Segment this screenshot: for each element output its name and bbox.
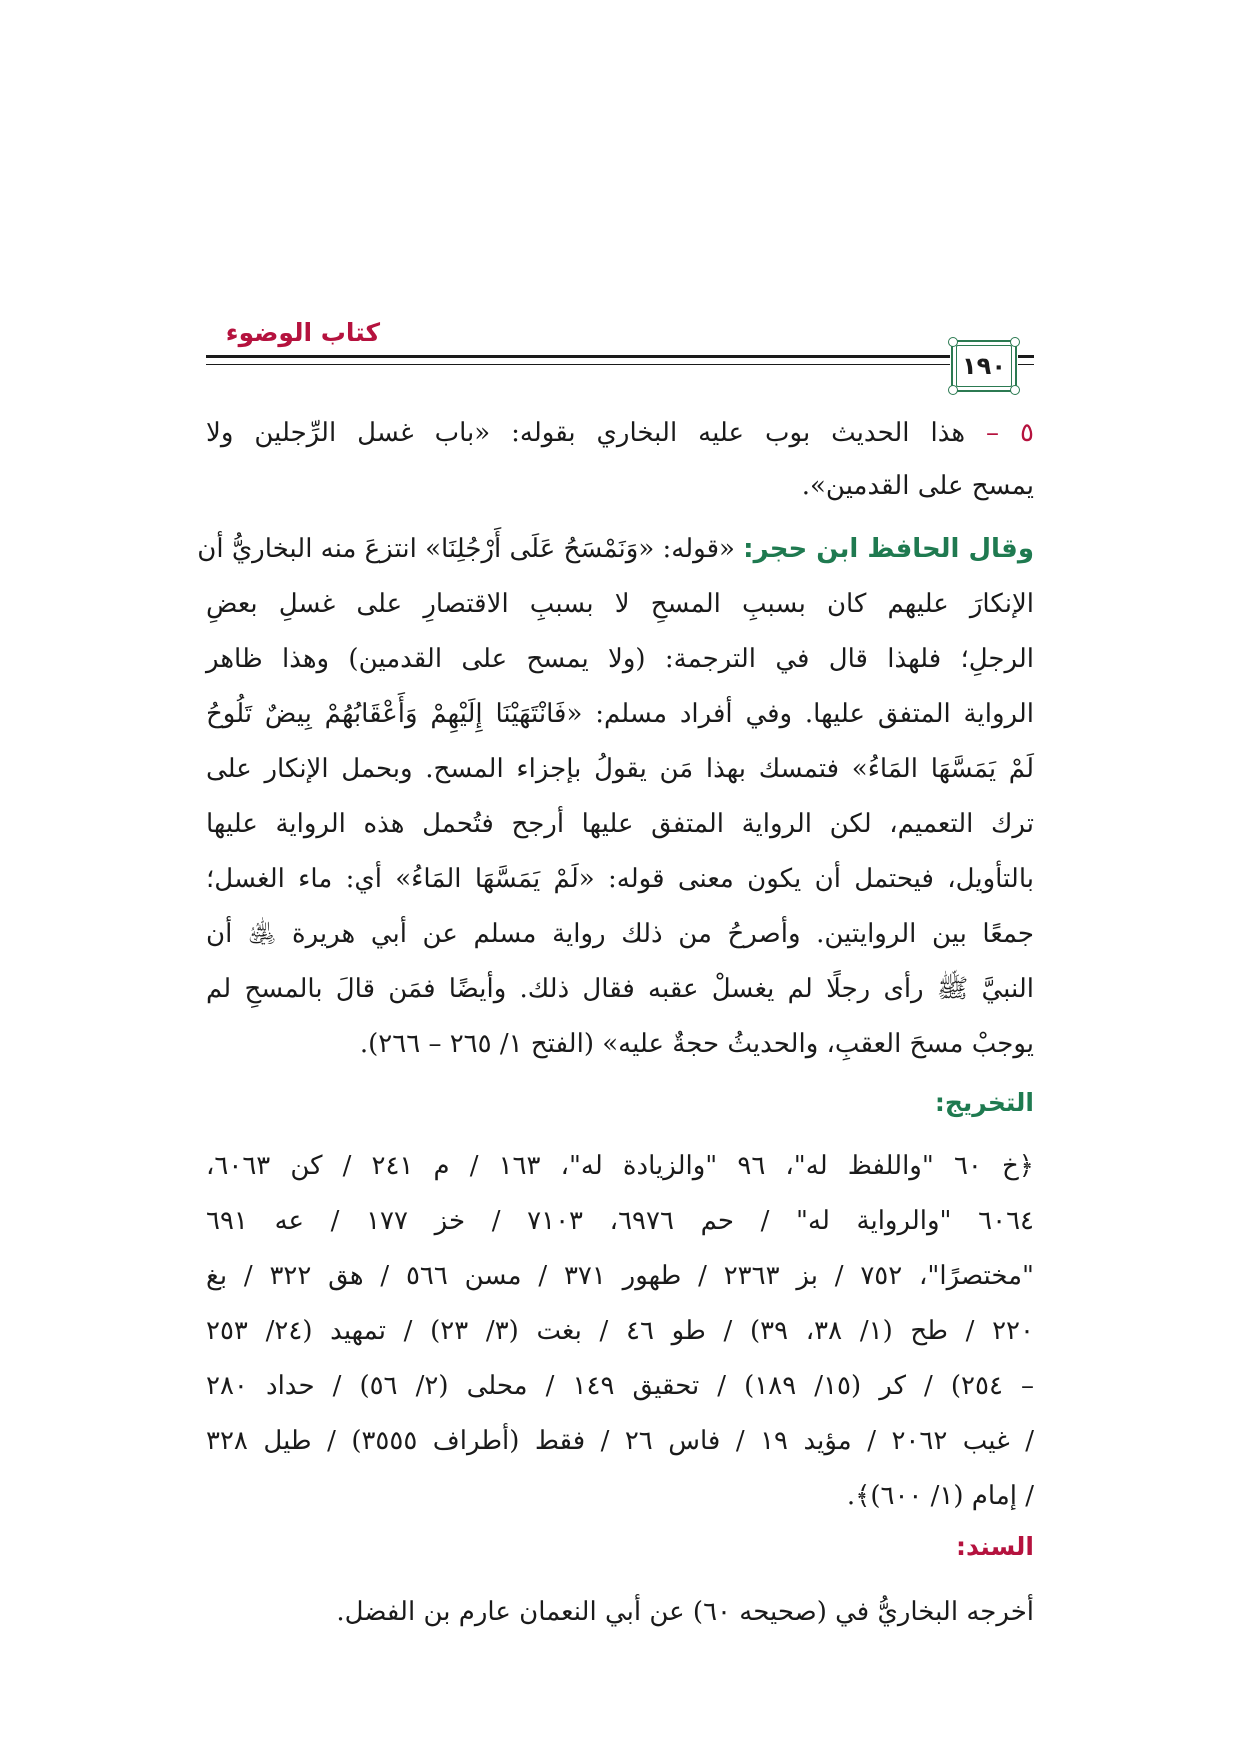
section5-line [206, 415, 1034, 451]
ibn-hajar-text: «قوله: «وَنَمْسَحُ عَلَى أَرْجُلِنَا» انتزعَ منه البخاريُّ أن [197, 534, 735, 564]
sanad-text: أخرجه البخاريُّ في (صحيحه ٦٠) عن أبي النعمان عارم بن الفضل. [336, 1597, 1034, 1627]
takhrij-line: ٢٢٠ / طح (١/ ٣٨، ٣٩) / طو ٤٦ / بغت (٣/ ٢٣) / تمهيد (٢٤/ ٢٥٣ [206, 1316, 1034, 1346]
takhrij-line: – ٢٥٤) / كر (١٥/ ١٨٩) / تحقيق ١٤٩ / محلى (٢/ ٥٦) / حداد ٢٨٠ [206, 1371, 1035, 1401]
takhrij-line: ﴿خ ٦٠ "واللفظ له"، ٩٦ "والزيادة له"، ١٦٣ / م ٢٤١ / كن ٦٠٦٣، [206, 1151, 1034, 1181]
page-number-frame [951, 340, 1017, 392]
frame-ornament [1010, 385, 1020, 395]
header-rule-right-bottom [206, 364, 950, 365]
header-rule-left-bottom [1018, 364, 1034, 365]
ibn-hajar-line: بالتأويل، فيحتمل أن يكون معنى قوله: «لَمْ يَمَسَّهَا المَاءُ» أي: ماء الغسل؛ [206, 864, 1034, 894]
section5-text: هذا الحديث بوب عليه البخاري بقوله: «باب غسل الرِّجلين ولا [206, 418, 966, 448]
takhrij-line: ٦٠٦٤ "والرواية له" / حم ٦٩٧٦، ٧١٠٣ / خز ١٧٧ / عه ٦٩١ [206, 1206, 1034, 1236]
ibn-hajar-line: النبيَّ ﷺ رأى رجلًا لم يغسلْ عقبه فقال ذلك. وأيضًا فمَن قالَ بالمسحِ لم [206, 974, 1034, 1004]
header-rule-right-top [206, 355, 950, 358]
header-rule-left-top [1018, 355, 1034, 358]
sanad-heading: السند: [955, 1532, 1034, 1561]
book-title: كتاب الوضوء [225, 318, 380, 347]
ibn-hajar-line [197, 531, 1034, 567]
ibn-hajar-line: ترك التعميم، لكن الرواية المتفق عليها أرجح فتُحمل هذه الرواية عليها [206, 809, 1034, 839]
takhrij-heading: التخريج: [934, 1088, 1034, 1117]
ibn-hajar-line: الرواية المتفق عليها. وفي أفراد مسلم: «فَانْتَهَيْنَا إِلَيْهِمْ وَأَعْقَابُهُمْ بِيضٌ تَلُوحُ [206, 699, 1034, 729]
page-number: ١٩٠ [962, 352, 1006, 380]
item-number: ٥ – [986, 418, 1034, 448]
ibn-hajar-line: الإنكارَ عليهم كان بسببِ المسحِ لا بسببِ الاقتصارِ على غسلِ بعضِ [206, 589, 1034, 619]
frame-ornament [1010, 337, 1020, 347]
section5-line: يمسح على القدمين». [801, 471, 1034, 501]
frame-ornament [948, 385, 958, 395]
ibn-hajar-line: جمعًا بين الروايتين. وأصرحُ من ذلك رواية مسلم عن أبي هريرة ﵁ أن [206, 919, 1034, 949]
ibn-hajar-line: الرجلِ؛ فلهذا قال في الترجمة: (ولا يمسح على القدمين) وهذا ظاهر [206, 644, 1034, 674]
ibn-hajar-line: يوجبْ مسحَ العقبِ، والحديثُ حجةٌ عليه» (الفتح ١/ ٢٦٥ – ٢٦٦). [359, 1029, 1034, 1059]
takhrij-line: / إمام (١/ ٦٠٠)﴾. [846, 1481, 1034, 1511]
frame-ornament [948, 337, 958, 347]
takhrij-line: / غيب ٢٠٦٢ / مؤيد ١٩ / فاس ٢٦ / فقط (أطراف ٣٥٥٥) / طيل ٣٢٨ [206, 1426, 1034, 1456]
ibn-hajar-lead: وقال الحافظ ابن حجر: [743, 534, 1034, 564]
ibn-hajar-line: لَمْ يَمَسَّهَا المَاءُ» فتمسك بهذا مَن يقولُ بإجزاء المسح. وبحمل الإنكار على [206, 754, 1034, 784]
takhrij-line: "مختصرًا"، ٧٥٢ / بز ٢٣٦٣ / طهور ٣٧١ / مسن ٥٦٦ / هق ٣٢٢ / بغ [206, 1261, 1035, 1291]
